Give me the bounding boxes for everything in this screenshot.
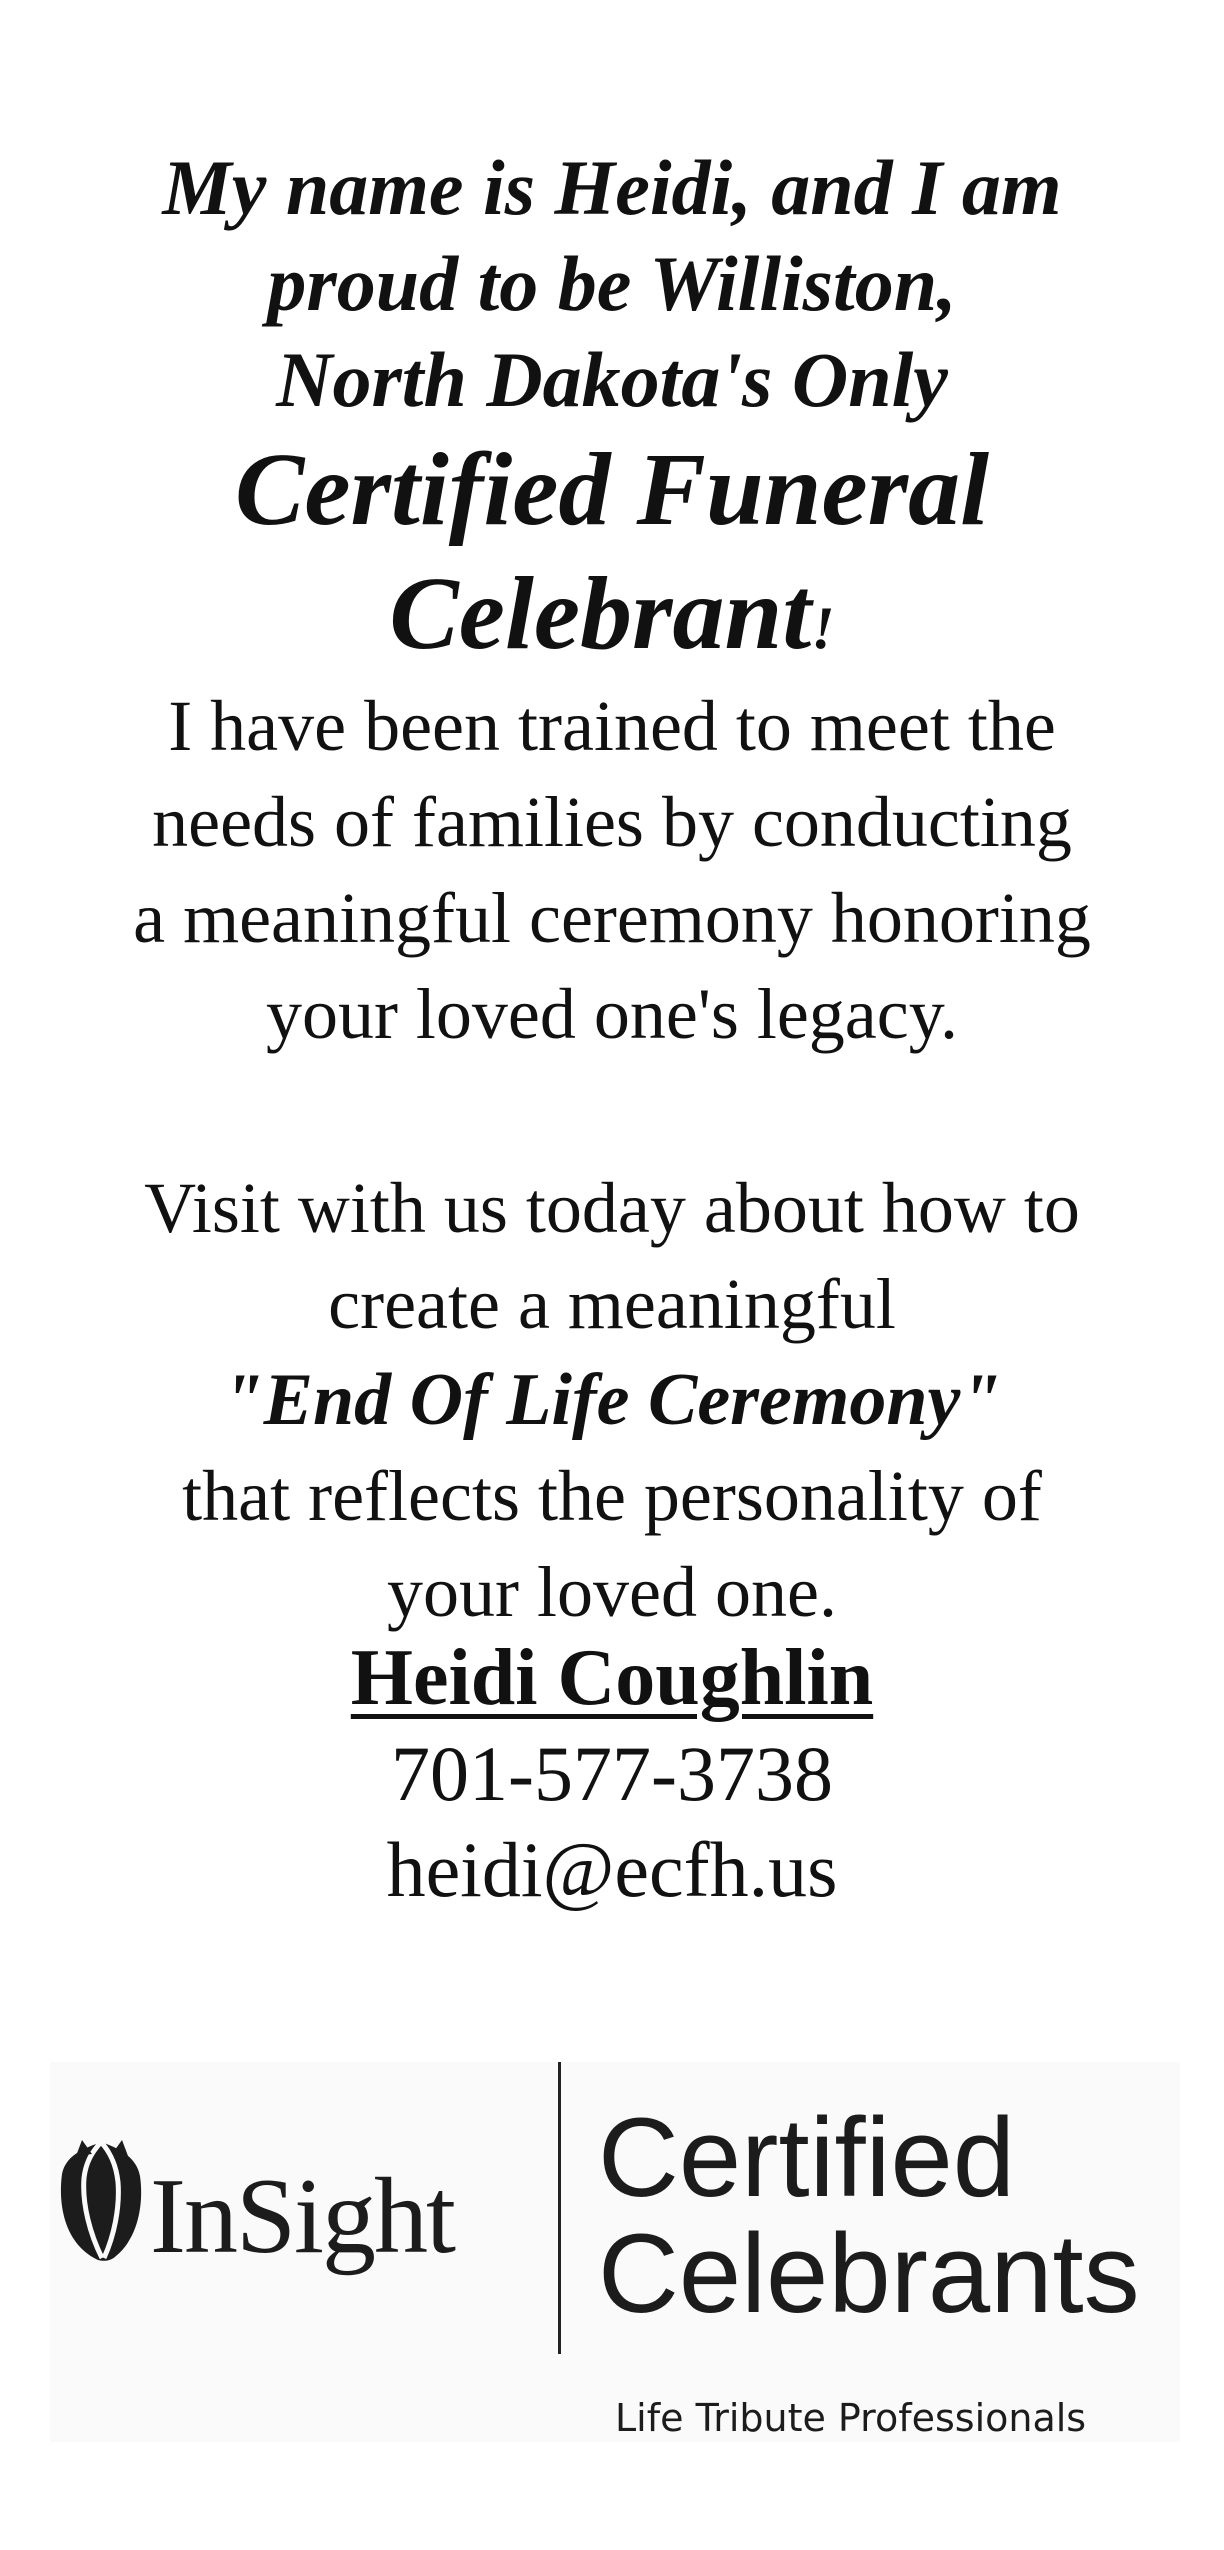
headline-line-2: proud to be Williston, (267, 240, 957, 327)
logo-divider (558, 2062, 561, 2354)
tulip-icon (56, 2134, 146, 2264)
headline-certified-funeral: Certified Funeral (234, 432, 990, 547)
intro-paragraph (0, 678, 1224, 1062)
intro-line-3: a meaningful ceremony honoring (133, 878, 1091, 958)
contact-name-row (0, 1630, 1224, 1726)
invitation-line-1: Visit with us today about how to (144, 1168, 1080, 1248)
invitation-paragraph (0, 1160, 1224, 1640)
headline-line-1: My name is Heidi, and I am (162, 144, 1062, 231)
ceremony-title: "End Of Life Ceremony" (222, 1359, 1002, 1441)
contact-name: Heidi Coughlin (350, 1634, 874, 1722)
certified-word: Certified (598, 2095, 1016, 2220)
contact-phone[interactable]: 701-577-3738 (391, 1730, 833, 1817)
invitation-line-3: that reflects the personality of (182, 1456, 1042, 1536)
headline-exclamation: ! (811, 595, 835, 661)
invitation-line-4: your loved one. (387, 1552, 837, 1632)
logo-tagline: Life Tribute Professionals (615, 2396, 1087, 2440)
headline (0, 140, 1224, 690)
headline-celebrant (0, 552, 1224, 690)
invitation-line-2: create a meaningful (328, 1264, 896, 1344)
contact-email[interactable]: heidi@ecfh.us (386, 1826, 838, 1913)
intro-line-1: I have been trained to meet the (168, 686, 1056, 766)
celebrants-word: Celebrants (598, 2211, 1140, 2336)
intro-line-4: your loved one's legacy. (265, 974, 959, 1054)
headline-line-3: North Dakota's Only (276, 336, 948, 423)
insight-logo (50, 2062, 1180, 2442)
headline-celebrant-word: Celebrant (389, 556, 812, 671)
contact-block (0, 1630, 1224, 1918)
insight-brand-name: InSight (150, 2157, 455, 2276)
intro-line-2: needs of families by conducting (152, 782, 1072, 862)
